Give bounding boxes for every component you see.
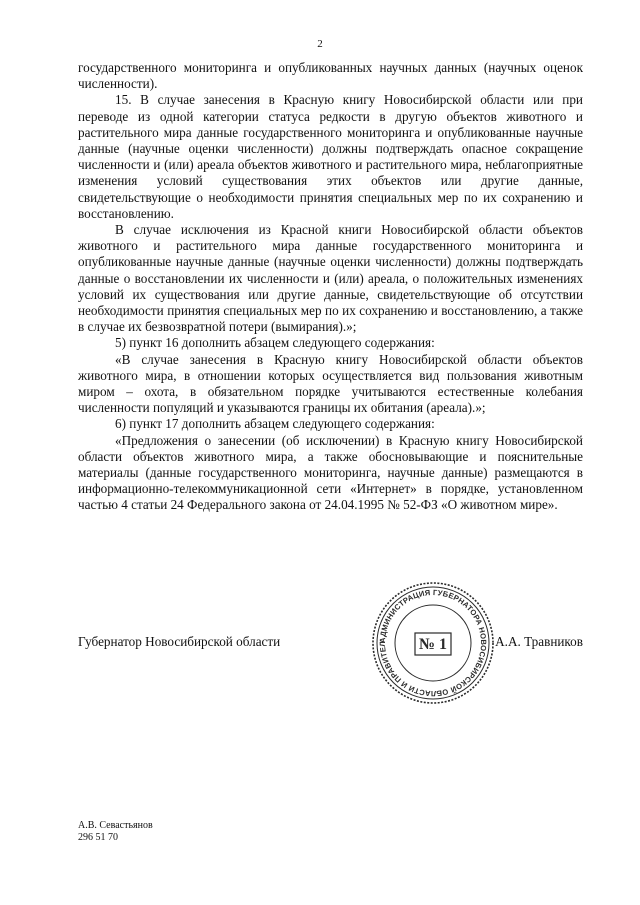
paragraph: 6) пункт 17 дополнить абзацем следующего содержания:	[115, 416, 435, 432]
executor-name: А.В. Севастьянов	[78, 820, 153, 831]
stamp-number: № 1	[418, 636, 448, 653]
official-stamp	[368, 578, 498, 708]
paragraph: 5) пункт 16 дополнить абзацем следующего содержания:	[115, 335, 435, 351]
signatory-position: Губернатор Новосибирской области	[78, 634, 281, 649]
paragraph: «В случае занесения в Красную книгу Новосибирской области объектов животного мира, в отношении которых осуществляется вид пользования животным миром – охота, в обязательном порядке учитываются естественные колебания численности популяций и указываются границы их обитания (ареала).»;	[78, 351, 583, 416]
paragraph: государственного мониторинга и опубликованных научных данных (научных оценок численности).	[78, 60, 583, 92]
stamp-seal-icon	[368, 578, 498, 708]
signatory-name: А.А. Травников	[495, 634, 583, 649]
paragraph: «Предложения о занесении (об исключении) в Красную книгу Новосибирской области объектов животного мира, а также обосновывающие и пояснительные материалы (данные государственного мониторинга, научные данные) размещаются в информационно-телекоммуникационной сети «Интернет» в порядке, установленном частью 4 статьи 24 Федерального закона от 24.04.1995 № 52-ФЗ «О животном мире».	[78, 432, 583, 513]
document-body	[78, 60, 583, 514]
stamp-ring-text: АДМИНИСТРАЦИЯ ГУБЕРНАТОРА НОВОСИБИРСКОЙ ОБЛАСТИ И ПРАВИТЕЛ	[377, 587, 489, 699]
page-number: 2	[317, 38, 323, 50]
executor-phone: 296 51 70	[78, 832, 118, 843]
paragraph: 15. В случае занесения в Красную книгу Новосибирской области или при переводе из одной категории статуса редкости в другую объектов животного и растительного мира данные государственного мониторинга и опубликованные научные данные (научные оценки численности) должны подтверждать опасное сокращение численности и (или) ареала объектов животного и растительного мира, неблагоприятные изменения условий существования этих объектов или другие данные, свидетельствующие о необходимости принятия специальных мер по их сохранению и восстановлению.	[78, 92, 583, 221]
paragraph: В случае исключения из Красной книги Новосибирской области объектов животного и растительного мира данные государственного мониторинга и опубликованные научные данные (научные оценки численности) должны подтверждать данные о восстановлении их численности и (или) ареала, о положительных изменениях условий их существования или другие данные, свидетельствующие об отсутствии необходимости принятия специальных мер по их сохранению и восстановлению, а также в случае их безвозвратной потери (вымирания).»;	[78, 222, 583, 335]
executor-contact	[78, 820, 153, 844]
